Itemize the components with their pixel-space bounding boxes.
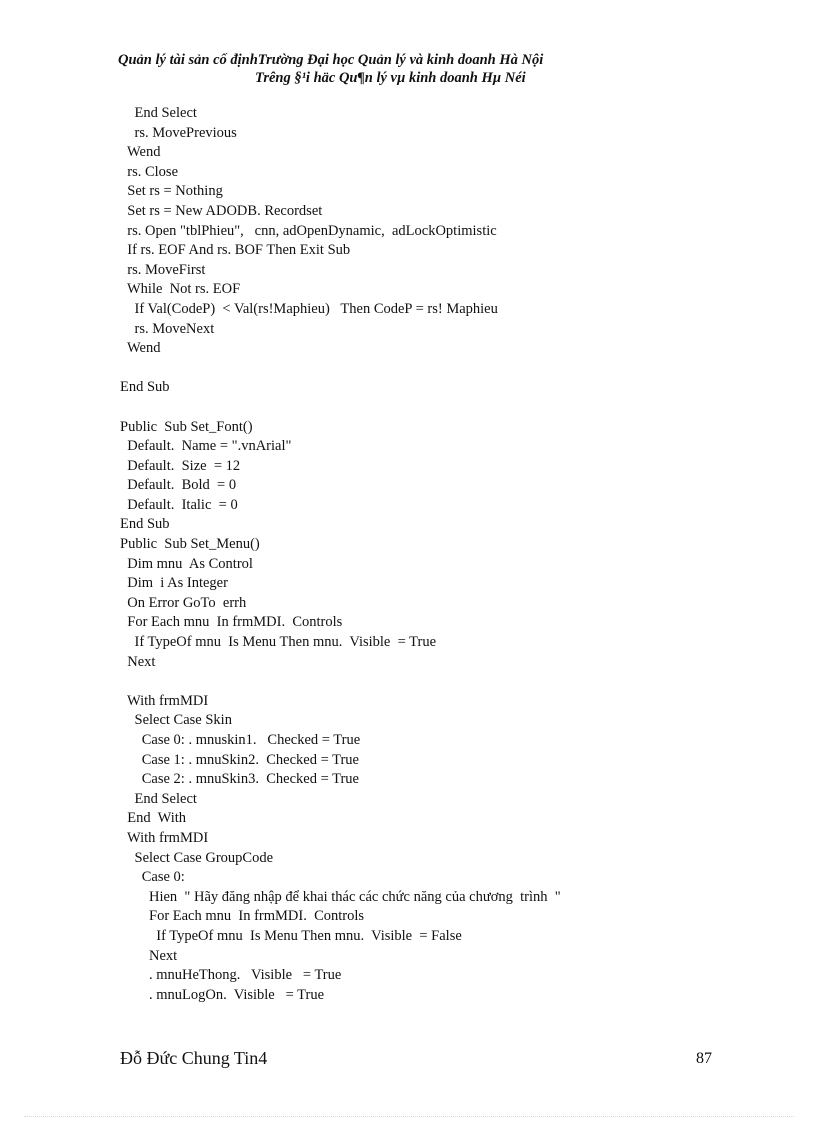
code-line: Select Case GroupCode: [120, 849, 274, 866]
code-line: End Sub: [120, 516, 170, 533]
code-line: End With: [120, 810, 187, 827]
code-line: Case 0: . mnuskin1. Checked = True: [120, 732, 361, 748]
code-listing: [120, 104, 720, 1005]
code-line: Dim i As Integer: [120, 575, 228, 592]
code-line: Public Sub Set_Menu(): [120, 536, 260, 553]
code-line: If rs. EOF And rs. BOF Then Exit Sub: [120, 242, 351, 259]
code-line: Case 2: . mnuSkin3. Checked = True: [120, 771, 359, 788]
code-line: Set rs = New ADODB. Recordset: [120, 202, 323, 219]
code-line: . mnuHeThong. Visible = True: [120, 967, 342, 984]
code-line: With frmMDI: [120, 692, 209, 709]
code-line: rs. Open "tblPhieu", cnn, adOpenDynamic, adLockOptimistic: [120, 222, 497, 239]
code-line: Wend: [120, 144, 161, 161]
code-line: For Each mnu In frmMDI. Controls: [120, 614, 343, 631]
code-line: With frmMDI: [120, 829, 209, 846]
code-line: rs. MovePrevious: [120, 124, 237, 141]
code-line: rs. Close: [120, 163, 178, 180]
code-line: [120, 672, 720, 692]
code-line: On Error GoTo errh: [120, 594, 247, 611]
page-number: 87: [696, 1050, 712, 1067]
code-line: [120, 398, 720, 418]
code-line: Case 0:: [120, 869, 185, 886]
code-line: Wend: [120, 340, 161, 357]
code-line: Dim mnu As Control: [120, 555, 253, 572]
code-line: Case 1: . mnuSkin2. Checked = True: [120, 751, 359, 768]
code-line: Select Case Skin: [120, 712, 232, 729]
code-line: rs. MoveFirst: [120, 261, 206, 278]
code-line: rs. MoveNext: [120, 320, 215, 337]
code-line: Default. Bold = 0: [120, 477, 237, 494]
header-subtitle-legacy-encoding: Trêng §¹i häc Qu¶n lý vµ kinh doanh Hµ Néi: [255, 70, 526, 86]
code-line: If TypeOf mnu Is Menu Then mnu. Visible = True: [120, 634, 437, 651]
footer-author: Đỗ Đức Chung Tin4: [120, 1048, 268, 1068]
code-line: Next: [120, 653, 156, 670]
code-line: Default. Italic = 0: [120, 496, 238, 513]
code-line: If TypeOf mnu Is Menu Then mnu. Visible = False: [120, 927, 462, 944]
code-line: While Not rs. EOF: [120, 281, 241, 298]
code-line: . mnuLogOn. Visible = True: [120, 986, 325, 1003]
code-line: End Sub: [120, 379, 170, 396]
code-line: End Select: [120, 790, 197, 807]
header-title: Quản lý tài sản cố địnhTrường Đại học Quản lý và kinh doanh Hà Nội: [118, 52, 544, 68]
code-line: Hien " Hãy đăng nhập để khai thác các chức năng của chương trình ": [120, 888, 561, 905]
code-line: Public Sub Set_Font(): [120, 418, 253, 435]
code-line: Set rs = Nothing: [120, 183, 223, 200]
code-line: Default. Size = 12: [120, 457, 241, 474]
bottom-divider: [24, 1116, 794, 1117]
code-line: [120, 359, 720, 379]
code-line: End Select: [120, 105, 197, 121]
code-line: For Each mnu In frmMDI. Controls: [120, 908, 365, 925]
code-line: Next: [120, 947, 178, 964]
code-line: Default. Name = ".vnArial": [120, 438, 292, 455]
code-line: If Val(CodeP) < Val(rs!Maphieu) Then CodeP = rs! Maphieu: [120, 300, 498, 317]
